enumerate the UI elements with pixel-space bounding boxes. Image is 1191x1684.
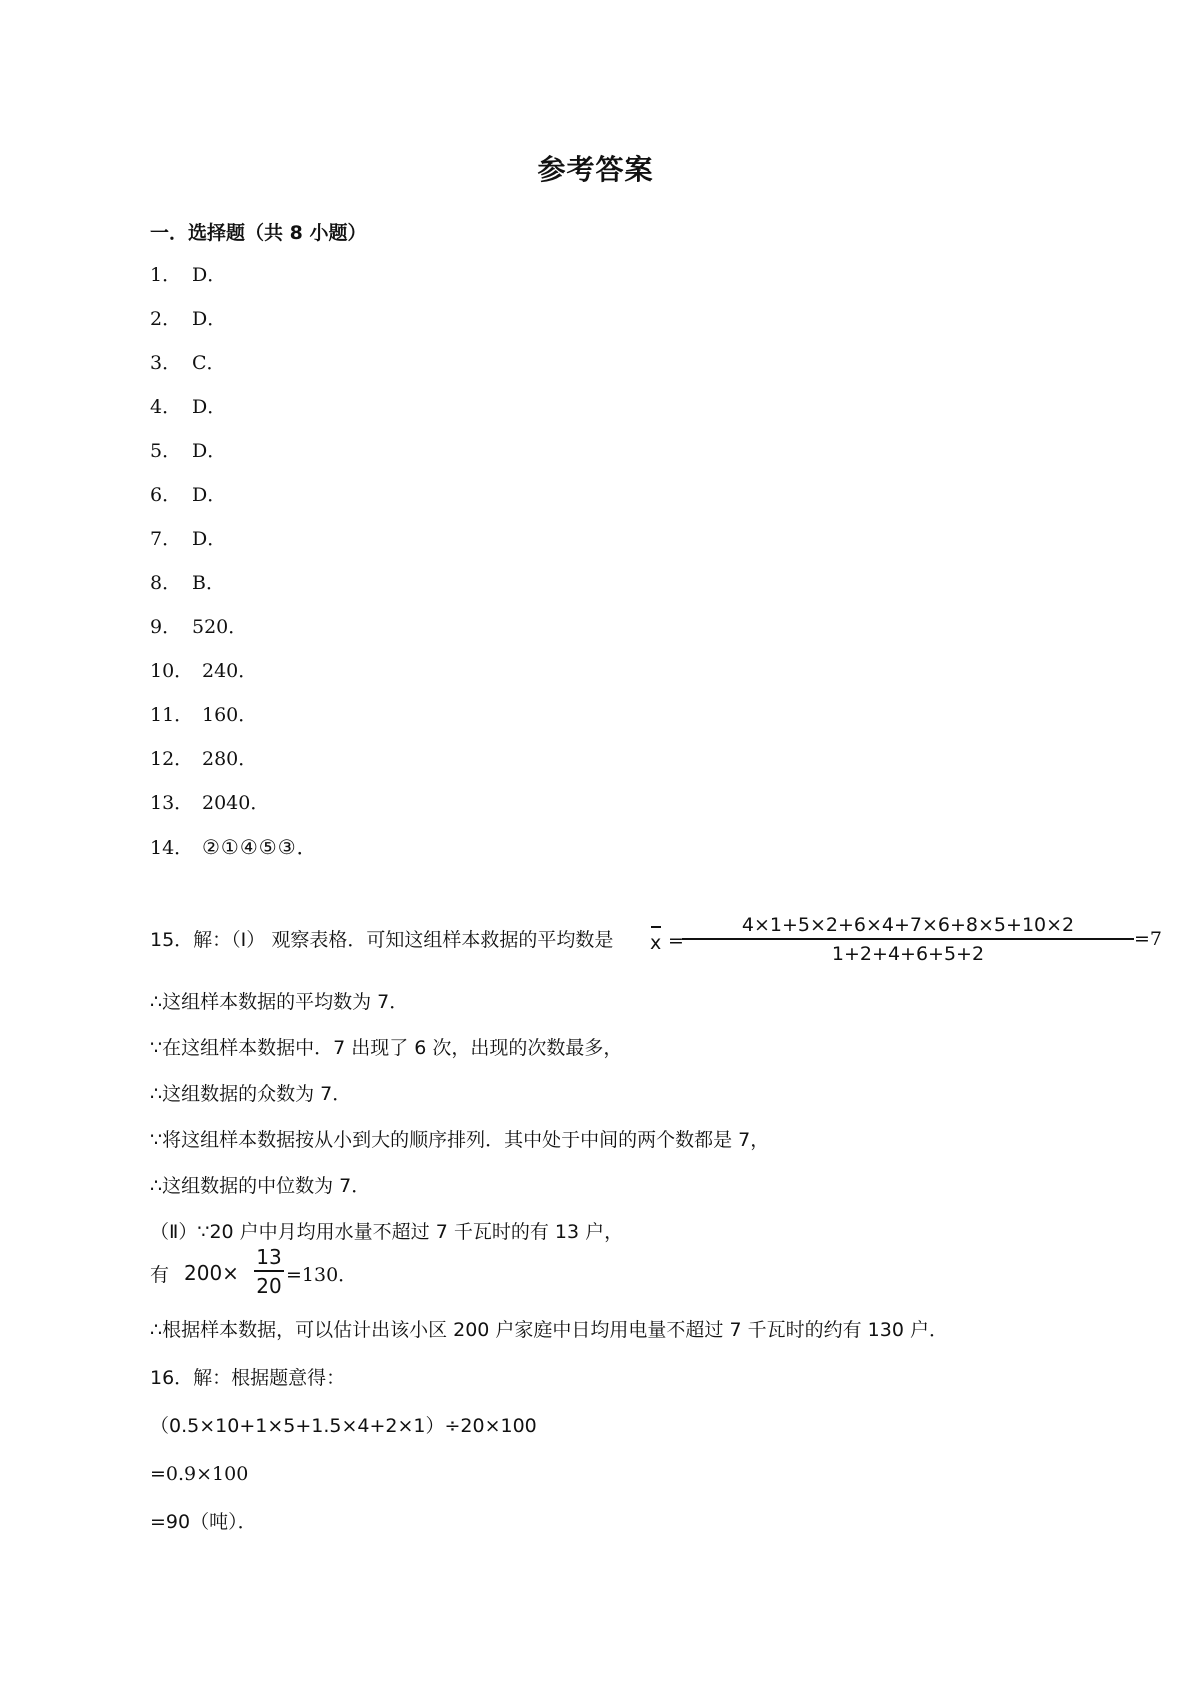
answer-value: D． (192, 484, 227, 506)
answer-number: 11． (150, 704, 194, 726)
answer-number: 14． (150, 837, 194, 859)
answer-value: 280． (202, 748, 258, 770)
small-fraction (254, 1244, 284, 1300)
answer-number: 10． (150, 660, 194, 682)
q15-conclusion: ∴根据样本数据，可以估计出该小区 200 户家庭中日均用电量不超过 7 千瓦时的约有 130 户． (150, 1319, 948, 1341)
answer-value: D． (192, 308, 227, 330)
q16-line: =90（吨）． (150, 1511, 257, 1533)
answer-item (150, 438, 226, 464)
q15-line: ∵将这组样本数据按从小到大的顺序排列．其中处于中间的两个数都是 7， (150, 1129, 770, 1151)
answer-item (150, 350, 226, 376)
mean-result: =7 (1134, 928, 1163, 950)
equals-sign: = (668, 930, 684, 952)
answer-item (150, 702, 257, 728)
answer-item (150, 570, 225, 596)
answer-number: 9． (150, 616, 182, 638)
calc-prefix: 有 (150, 1264, 170, 1286)
answer-number: 3． (150, 352, 182, 374)
answer-item (150, 306, 226, 332)
answer-number: 13． (150, 792, 194, 814)
answer-item (150, 746, 257, 772)
q15-line: ∴这组样本数据的平均数为 7． (150, 991, 409, 1013)
answer-value: 160． (202, 704, 258, 726)
fraction-numerator: 4×1+5×2+6×4+7×6+8×5+10×2 (682, 912, 1134, 940)
answer-item (150, 614, 247, 640)
answer-item (150, 482, 226, 508)
answer-value: C． (192, 352, 226, 374)
small-fraction-numerator: 13 (254, 1244, 284, 1272)
answer-item (150, 834, 318, 860)
answer-value: 520． (192, 616, 248, 638)
answer-number: 6． (150, 484, 182, 506)
answer-item (150, 262, 226, 288)
mean-fraction (682, 912, 1134, 968)
answer-value: D． (192, 264, 227, 286)
answer-number: 2． (150, 308, 182, 330)
section-heading: 一．选择题（共 8 小题） (150, 222, 367, 244)
answer-value: 2040． (202, 792, 270, 814)
q15-line: ∵在这组样本数据中．7 出现了 6 次，出现的次数最多， (150, 1037, 623, 1059)
calc-multiplier: 200× (184, 1261, 239, 1285)
answer-value: B． (192, 572, 225, 594)
q15-line: （Ⅱ）∵20 户中月均用水量不超过 7 千瓦时的有 13 户， (150, 1221, 624, 1243)
answer-number: 7． (150, 528, 182, 550)
xbar-symbol (648, 920, 668, 960)
answer-value: D． (192, 528, 227, 550)
answer-number: 12． (150, 748, 194, 770)
q15-intro: 15．解：（I） 观察表格．可知这组样本救据的平均数是 (150, 929, 614, 951)
calc-result: =130． (286, 1264, 358, 1286)
answer-value: D． (192, 440, 227, 462)
q16-line: （0.5×10+1×5+1.5×4+2×1）÷20×100 (150, 1415, 537, 1437)
answer-number: 5． (150, 440, 182, 462)
answer-item (150, 658, 257, 684)
answer-value: ②①④⑤③． (202, 835, 318, 859)
fraction-denominator: 1+2+4+6+5+2 (831, 943, 985, 965)
page-title: 参考答案 (537, 153, 654, 186)
q16-line: =0.9×100 (150, 1463, 249, 1485)
small-fraction-denominator: 20 (256, 1274, 282, 1298)
answer-value: 240． (202, 660, 258, 682)
answer-item (150, 394, 226, 420)
answer-item (150, 790, 269, 816)
xbar-letter: x (650, 932, 662, 954)
q15-line: ∴这组数据的众数为 7． (150, 1083, 352, 1105)
answer-value: D． (192, 396, 227, 418)
answer-item (150, 526, 226, 552)
q16-line: 16．解：根据题意得： (150, 1367, 346, 1389)
answer-number: 4． (150, 396, 182, 418)
answer-number: 8． (150, 572, 182, 594)
answer-number: 1． (150, 264, 182, 286)
q15-line: ∴这组数据的中位数为 7． (150, 1175, 371, 1197)
